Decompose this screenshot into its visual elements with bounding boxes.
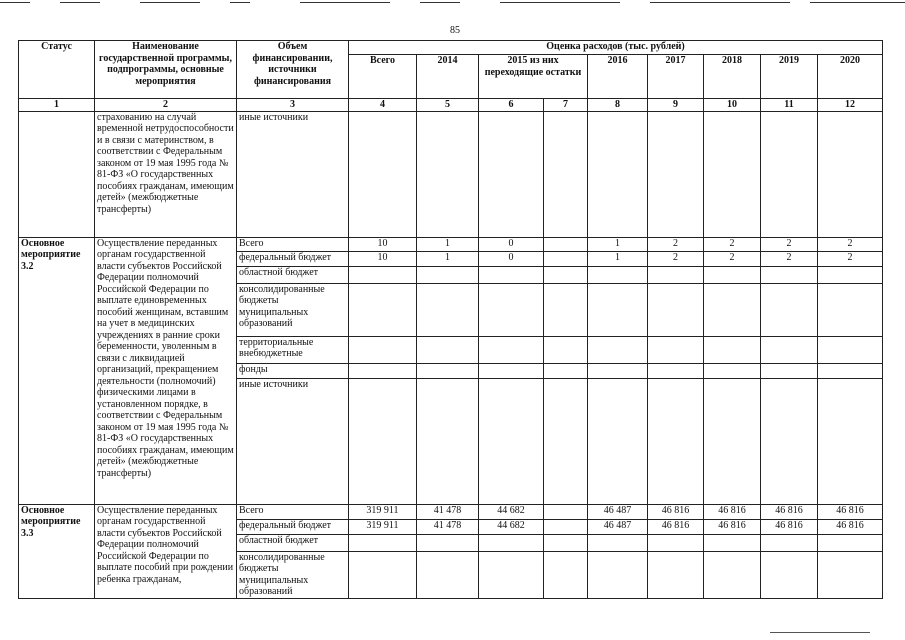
header-2019: 2019 [761,55,818,99]
page-number: 85 [450,25,460,36]
amount-cell [544,237,588,251]
amount-cell [479,363,544,378]
funding-source: областной бюджет [237,534,349,551]
funding-source: консолидированные бюджеты муниципальных образований [237,551,349,598]
amount-cell [588,283,648,336]
header-2017: 2017 [648,55,704,99]
amount-cell [349,363,417,378]
amount-cell [704,363,761,378]
amount-cell [588,534,648,551]
header-2015: 2015 из них переходящие остатки [479,55,588,99]
amount-cell [349,283,417,336]
funding-source: территориальные внебюджетные [237,336,349,363]
amount-cell [648,336,704,363]
amount-cell [417,378,479,504]
column-number-row [19,99,883,112]
col-num: 4 [349,99,417,112]
amount-cell: 46 816 [818,504,883,519]
amount-cell: 44 682 [479,504,544,519]
funding-source: федеральный бюджет [237,519,349,534]
amount-cell [479,551,544,598]
amount-cell [544,363,588,378]
amount-cell: 46 816 [818,519,883,534]
amount-cell [544,519,588,534]
scan-artifact-line [0,0,905,6]
measure-description: Осуществление переданных органам государственной власти субъектов Российской Федерации полномочий Российской Федерации по выплате единовременных пособий женщинам, вставшим на учет в медицинских учреждениях в ранние сроки беременности, уволенным в связи с ликвидацией организаций, прекращением деятельности (полномочий) физическими лицами в установленном порядке, в соответствии с Федеральным законом от 19 мая 1995 года № 81-ФЗ «О государственных пособиях гражданам, имеющим детей» (межбюджетные трансферты) [95,237,237,504]
header-status: Статус [19,41,95,99]
amount-cell: 10 [349,251,417,266]
amount-cell: 41 478 [417,519,479,534]
amount-cell [544,251,588,266]
amount-cell: 319 911 [349,519,417,534]
amount-cell: 46 816 [761,504,818,519]
amount-cell [648,363,704,378]
header-volume: Объем финансировании, источники финансирования [237,41,349,99]
amount-cell [704,283,761,336]
amount-cell [349,336,417,363]
funding-source: консолидированные бюджеты муниципальных образований [237,283,349,336]
amount-cell: 2 [818,251,883,266]
amount-cell: 1 [417,251,479,266]
header-2016: 2016 [588,55,648,99]
header-2020: 2020 [818,55,883,99]
col-num: 8 [588,99,648,112]
amount-cell [648,378,704,504]
funding-source: фонды [237,363,349,378]
amount-cell [704,551,761,598]
amount-cell: 46 816 [648,519,704,534]
amount-cell [761,551,818,598]
amount-cell: 1 [588,251,648,266]
amount-cell: 2 [761,237,818,251]
amount-cell [544,551,588,598]
amount-cell: 46 816 [704,504,761,519]
amount-cell: 319 911 [349,504,417,519]
col-num: 7 [544,99,588,112]
amount-cell [544,336,588,363]
amount-cell [704,378,761,504]
col-num: 10 [704,99,761,112]
amount-cell: 2 [818,237,883,251]
amount-cell: 10 [349,237,417,251]
funding-source: Всего [237,504,349,519]
status-cell: Основное мероприятие 3.3 [19,504,95,598]
amount-cell: 46 816 [704,519,761,534]
amount-cell [818,551,883,598]
amount-cell [648,266,704,283]
amount-cell: 2 [648,251,704,266]
amount-cell [761,534,818,551]
amount-cell [479,378,544,504]
funding-source: областной бюджет [237,266,349,283]
amount-cell [648,283,704,336]
amount-cell [761,378,818,504]
amount-cell [479,534,544,551]
col-num: 6 [479,99,544,112]
amount-cell: 44 682 [479,519,544,534]
header-2018: 2018 [704,55,761,99]
measure-description: страхованию на случай временной нетрудоспособности и в связи с материнством, в соответствии с Федеральным законом от 19 мая 1995 года № 81-ФЗ «О государственных пособиях гражданам, имеющим детей» (межбюджетные трансферты) [95,111,237,237]
amount-cell: 1 [417,237,479,251]
amount-cell [544,266,588,283]
page-bottom-line [770,632,870,633]
amount-cell [704,534,761,551]
funding-source: федеральный бюджет [237,251,349,266]
amount-cell [648,551,704,598]
expense-table [18,40,883,599]
amount-cell [761,336,818,363]
amount-cell: 46 487 [588,519,648,534]
amount-cell [818,534,883,551]
amount-cell: 2 [761,251,818,266]
amount-cell [648,534,704,551]
funding-source: Всего [237,237,349,251]
amount-cell [588,336,648,363]
measure-description: Осуществление переданных органам государственной власти субъектов Российской Федерации полномочий Российской Федерации по выплате пособий при рождении ребенка гражданам, [95,504,237,598]
amount-cell: 2 [648,237,704,251]
amount-cell [417,266,479,283]
table-row [19,504,883,519]
amount-cell [349,551,417,598]
col-num: 5 [417,99,479,112]
amount-cell [349,266,417,283]
amount-cell [417,363,479,378]
col-num: 3 [237,99,349,112]
col-num: 9 [648,99,704,112]
amount-cell [818,336,883,363]
amount-cell: 46 816 [761,519,818,534]
amount-cell [544,283,588,336]
amount-cell [818,266,883,283]
amount-cell [588,266,648,283]
amount-cell [544,378,588,504]
status-cell: Основное мероприятие 3.2 [19,237,95,504]
amount-cell [761,363,818,378]
amount-cell [417,283,479,336]
amount-cell: 46 816 [648,504,704,519]
amount-cell [544,534,588,551]
amount-cell [818,283,883,336]
amount-cell [349,534,417,551]
amount-cell: 41 478 [417,504,479,519]
col-num: 12 [818,99,883,112]
amount-cell [761,266,818,283]
header-estimate: Оценка расходов (тыс. рублей) [349,41,883,55]
col-num: 1 [19,99,95,112]
amount-cell: 0 [479,237,544,251]
amount-cell [704,336,761,363]
amount-cell [479,283,544,336]
amount-cell [588,363,648,378]
amount-cell [417,336,479,363]
amount-cell [417,534,479,551]
amount-cell: 2 [704,237,761,251]
amount-cell [761,283,818,336]
amount-cell: 2 [704,251,761,266]
amount-cell: 1 [588,237,648,251]
amount-cell [704,266,761,283]
amount-cell [544,504,588,519]
amount-cell [479,266,544,283]
table-row [19,111,883,237]
table-row [19,237,883,251]
amount-cell [818,378,883,504]
funding-source: иные источники [237,111,349,237]
amount-cell [818,363,883,378]
amount-cell [479,336,544,363]
amount-cell: 0 [479,251,544,266]
header-total: Всего [349,55,417,99]
funding-source: иные источники [237,378,349,504]
header-name: Наименование государственной программы, подпрограммы, основные мероприятия [95,41,237,99]
amount-cell [588,551,648,598]
status-cell [19,111,95,237]
col-num: 2 [95,99,237,112]
amount-cell [417,551,479,598]
col-num: 11 [761,99,818,112]
amount-cell [588,378,648,504]
amount-cell: 46 487 [588,504,648,519]
amount-cell [349,378,417,504]
header-2014: 2014 [417,55,479,99]
